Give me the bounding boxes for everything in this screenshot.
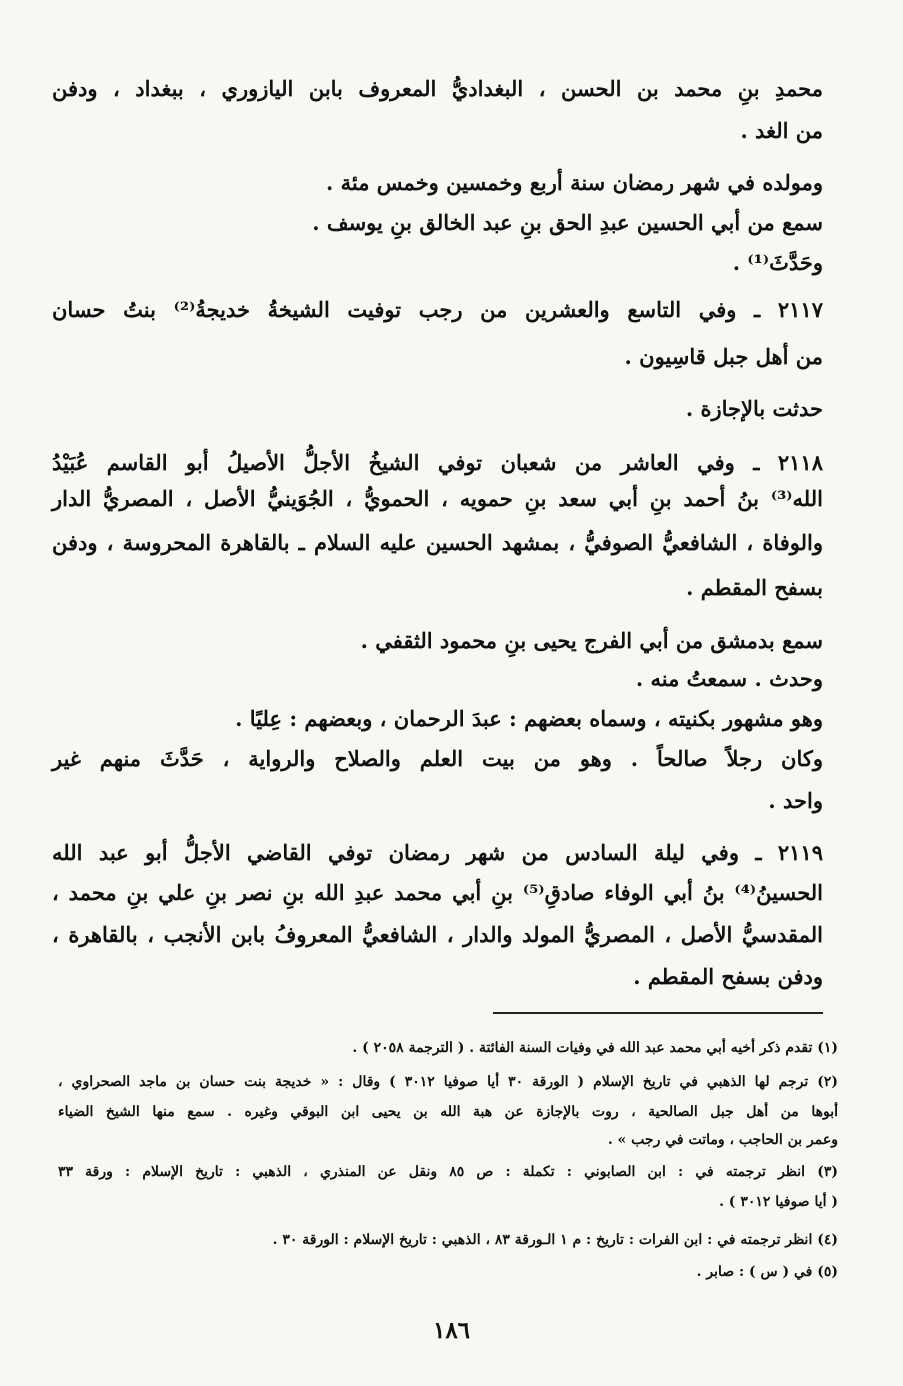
footnote-separator	[493, 1012, 823, 1014]
body-line: سمع من أبي الحسين عبدِ الحق بنِ عبد الخالق بنِ يوسف .	[312, 210, 823, 235]
body-line: سمع بدمشق من أبي الفرج يحيى بنِ محمود الثقفي .	[360, 628, 823, 653]
entry-2119-heading-line: ٢١١٩ ـ وفي ليلة السادس من شهر رمضان توفي القاضي الأجلُّ أبو عبد الله	[52, 840, 823, 865]
body-line: محمدِ بنِ محمد بن الحسن ، البغداديُّ المعروف بابن اليازوري ، ببغداد ، ودفن	[52, 76, 823, 101]
body-line: الله⁽³⁾ بنُ أحمد بنِ أبي سعد بنِ حمويه ، الحمويُّ ، الجُوَينيُّ الأصل ، المصريُّ الدار	[52, 486, 823, 511]
body-line: واحد .	[768, 788, 823, 813]
body-line: من أهل جبل قاسِيون .	[624, 344, 823, 369]
body-line: وكان رجلاً صالحاً . وهو من بيت العلم والصلاح والرواية ، حَدَّثَ منهم غير	[52, 746, 823, 771]
page-number: ١٨٦	[432, 1317, 471, 1344]
body-line: المقدسيُّ الأصل ، المصريُّ المولد والدار ، الشافعيُّ المعروفُ بابن الأنجب ، بالقاهرة ،	[52, 922, 823, 947]
body-line: من الغد .	[740, 118, 823, 143]
footnote-line: (٣) انظر ترجمته في : ابن الصابوني : تكملة : ص ٨٥ ونقل عن المنذري ، الذهبي : تاريخ الإسلام : ورقة ٣٣	[58, 1164, 838, 1180]
body-line: ودفن بسفح المقطم .	[633, 964, 823, 989]
body-line: وحَدَّثَ⁽¹⁾ .	[732, 250, 823, 275]
body-line: والوفاة ، الشافعيُّ الصوفيُّ ، بمشهد الحسين عليه السلام ـ بالقاهرة المحروسة ، ودفن	[52, 530, 823, 555]
body-line: حدثت بالإجازة .	[685, 396, 823, 421]
footnote-line: أبوها من أهل جبل الصالحية ، روت بالإجازة عن هبة الله بن يحيى ابن البوقي وغيره . سمع منها الشيخ الضياء	[58, 1104, 838, 1120]
footnote-line: وعمر بن الحاجب ، وماتت في رجب » .	[607, 1132, 838, 1148]
body-line: وحدث . سمعتُ منه .	[635, 666, 823, 691]
footnote-line: (١) تقدم ذكر أخيه أبي محمد عبد الله في وفيات السنة الفائتة . ( الترجمة ٢٠٥٨ ) .	[352, 1040, 838, 1056]
body-line: وهو مشهور بكنيته ، وسماه بعضهم : عبدَ الرحمان ، وبعضهم : عِليًا .	[235, 706, 823, 731]
body-line: ومولده في شهر رمضان سنة أربع وخمسين وخمس مئة .	[326, 170, 823, 195]
entry-2117-heading-line: ٢١١٧ ـ وفي التاسع والعشرين من رجب توفيت الشيخةُ خديجةُ⁽²⁾ بنتُ حسان	[52, 297, 823, 322]
footnote-line: (٤) انظر ترجمته في : ابن الفرات : تاريخ : م ١ الـورقة ٨٣ ، الذهبي : تاريخ الإسلام : الورقة ٣٠ .	[272, 1232, 838, 1248]
body-line: الحسينُ⁽⁴⁾ بنُ أبي الوفاء صادقِ⁽⁵⁾ بنِ أبي محمد عبدِ الله بنِ نصر بنِ علي بنِ محمد ،	[52, 880, 823, 905]
footnote-line: ( أيا صوفيا ٣٠١٢ ) .	[719, 1194, 838, 1210]
entry-2118-heading-line: ٢١١٨ ـ وفي العاشر من شعبان توفي الشيخُ الأجلُّ الأصيلُ أبو القاسم عُبَيْدُ	[52, 450, 823, 475]
footnote-line: (٥) في ( س ) : صابر .	[696, 1264, 838, 1280]
body-line: بسفح المقطم .	[686, 575, 823, 600]
footnote-line: (٢) ترجم لها الذهبي في تاريخ الإسلام ( الورقة ٣٠ أيا صوفيا ٣٠١٢ ) وقال : « خديجة بنت حسان بن ماجد الصحراوي ،	[58, 1074, 838, 1090]
